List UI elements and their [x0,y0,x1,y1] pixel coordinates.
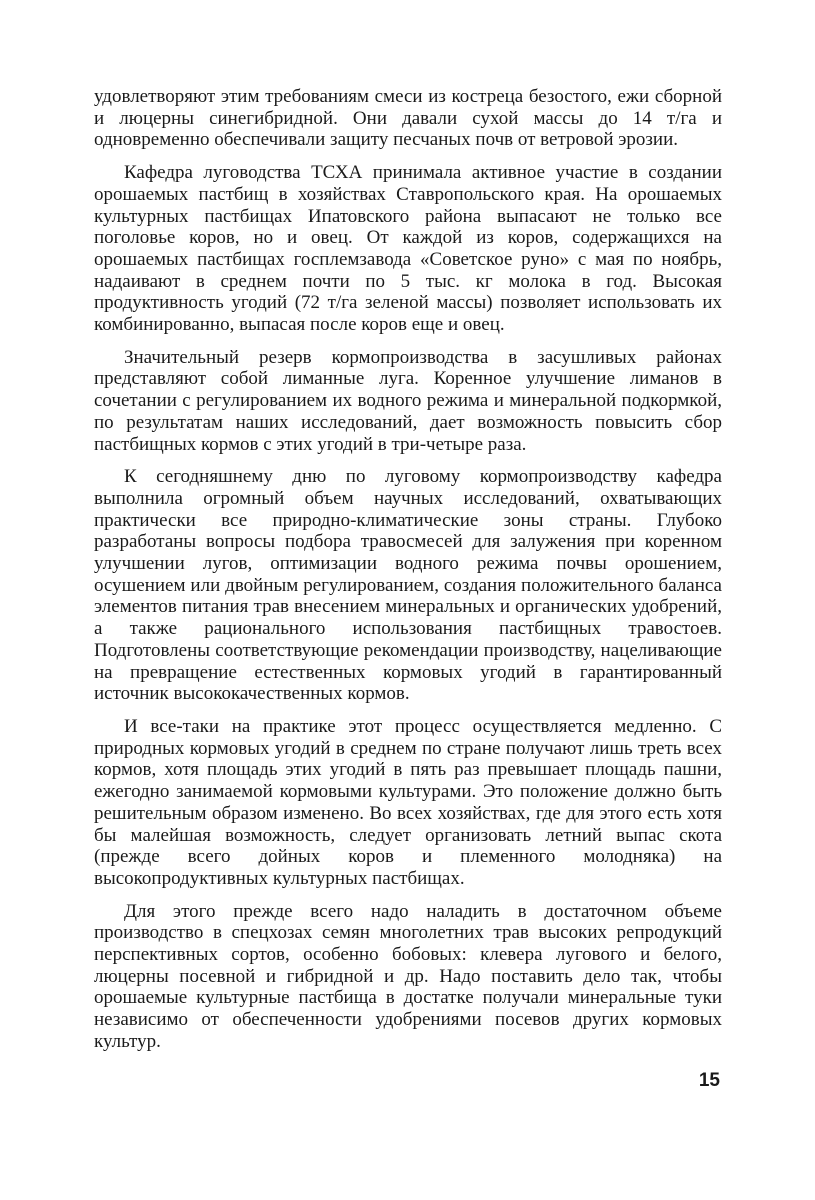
paragraph-2: Кафедра луговодства ТСХА принимала активное участие в создании орошаемых пастбищ в хозяйствах Ставропольского края. На орошаемых культурных пастбищах Ипатовского района выпасают не только все поголовье коров, но и овец. От каждой из коров, содержащихся на орошаемых пастбищах госплемзавода «Советское руно» с мая по ноябрь, надаивают в среднем почти по 5 тыс. кг молока в год. Высокая продуктивность угодий (72 т/га зеленой массы) позволяет использовать их комбинированно, выпасая после коров еще и овец. [94,162,722,336]
page-body [94,86,722,1064]
paragraph-4: К сегодняшнему дню по луговому кормопроизводству кафедра выполнила огромный объем научных исследований, охватывающих практически все природно-климатические зоны страны. Глубоко разработаны вопросы подбора травосмесей для залужения при коренном улучшении лугов, оптимизации водного режима почвы орошением, осушением или двойным регулированием, создания положительного баланса элементов питания трав внесением минеральных и органических удобрений, а также рационального использования пастбищных травостоев. Подготовлены соответствующие рекомендации производству, нацеливающие на превращение естественных кормовых угодий в гарантированный источник высококачественных кормов. [94,466,722,705]
paragraph-6: Для этого прежде всего надо наладить в достаточном объеме производство в спецхозах семян многолетних трав высоких репродукций перспективных сортов, особенно бобовых: клевера лугового и белого, люцерны посевной и гибридной и др. Надо поставить дело так, чтобы орошаемые культурные пастбища в достатке получали минеральные туки независимо от обеспеченности удобрениями посевов других кормовых культур. [94,900,722,1052]
page-number: 15 [698,1070,720,1091]
paragraph-3: Значительный резерв кормопроизводства в засушливых районах представляют собой лиманные луга. Коренное улучшение лиманов в сочетании с регулированием их водного режима и минеральной подкормкой, по результатам наших исследований, дает возможность повысить сбор пастбищных кормов с этих угодий в три-четыре раза. [94,346,722,455]
paragraph-1: удовлетворяют этим требованиям смеси из костреца безостого, ежи сборной и люцерны синегибридной. Они давали сухой массы до 14 т/га и одновременно обеспечивали защиту песчаных почв от ветровой эрозии. [94,86,722,151]
paragraph-5: И все-таки на практике этот процесс осуществляется медленно. С природных кормовых угодий в среднем по стране получают лишь треть всех кормов, хотя площадь этих угодий в пять раз превышает площадь пашни, ежегодно занимаемой кормовыми культурами. Это положение должно быть решительным образом изменено. Во всех хозяйствах, где для этого есть хотя бы малейшая возможность, следует организовать летний выпас скота (прежде всего дойных коров и племенного молодняка) на высокопродуктивных культурных пастбищах. [94,715,722,889]
